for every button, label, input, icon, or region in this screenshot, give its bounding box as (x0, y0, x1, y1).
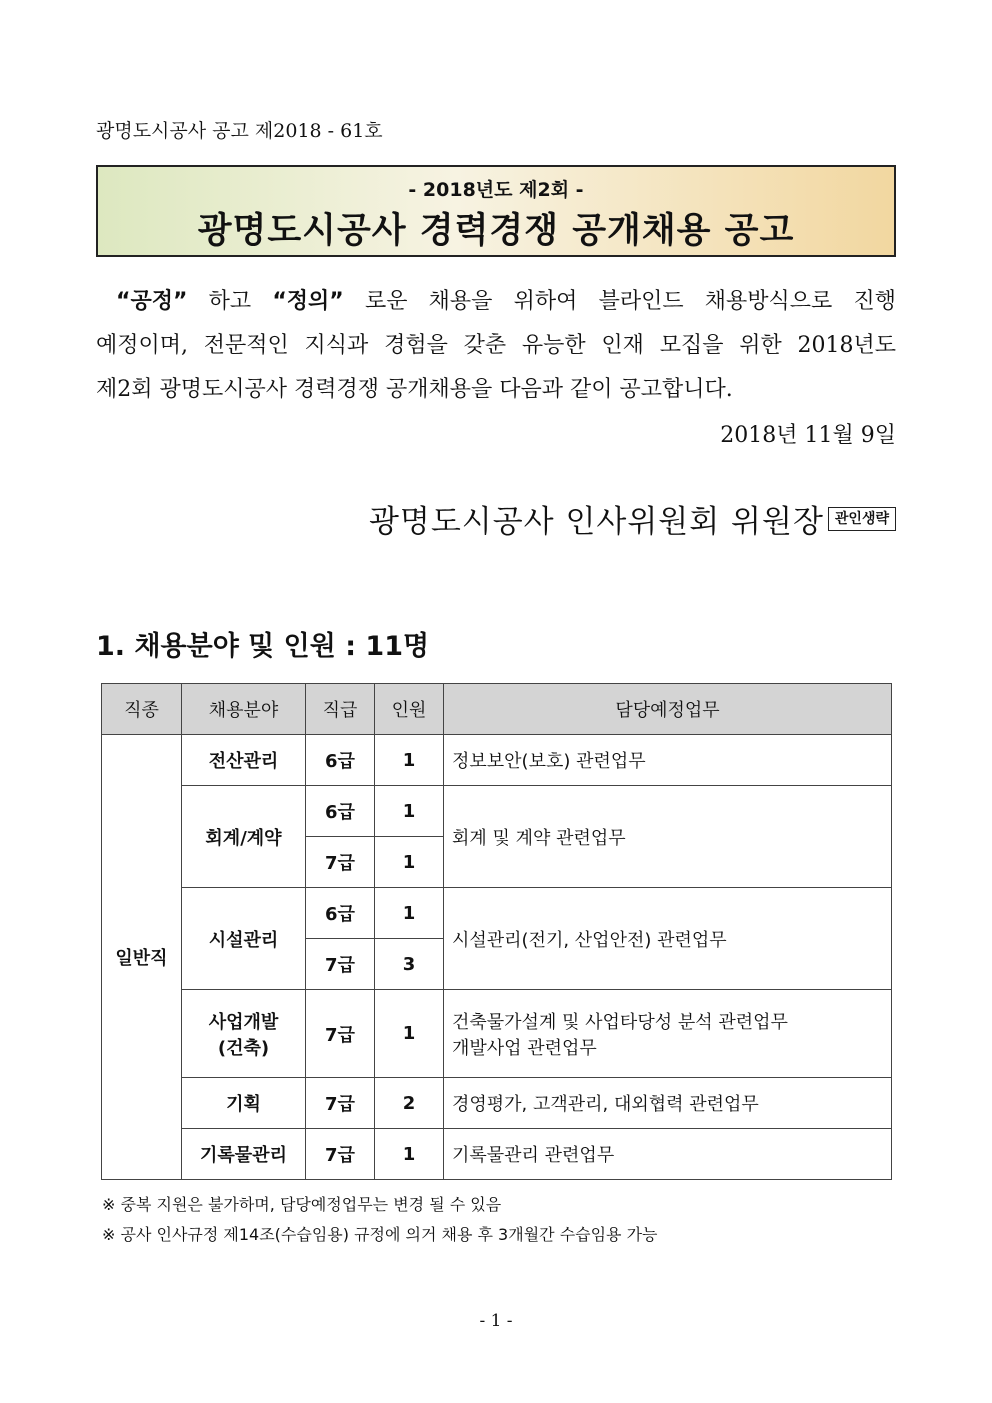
table-row (102, 888, 892, 939)
header-grade: 직급 (306, 684, 375, 735)
note-item: ※ 중복 지원은 불가하며, 담당예정업무는 변경 될 수 있음 (102, 1195, 502, 1214)
page-number: - 1 - (479, 1311, 513, 1331)
count-cell: 1 (375, 888, 444, 939)
seal-omitted-badge: 관인생략 (828, 507, 896, 531)
grade-cell: 6급 (306, 888, 375, 939)
header-field: 채용분야 (182, 684, 306, 735)
count-cell: 1 (375, 837, 444, 888)
count-cell: 1 (375, 990, 444, 1078)
count-cell: 3 (375, 939, 444, 990)
header-duty: 담당예정업무 (444, 684, 892, 735)
duty-cell: 시설관리(전기, 산업안전) 관련업무 (444, 888, 892, 990)
grade-cell: 7급 (306, 837, 375, 888)
field-cell: 회계/계약 (182, 786, 306, 888)
signer-name: 광명도시공사 인사위원회 위원장 (368, 504, 824, 540)
job-type-cell: 일반직 (102, 735, 182, 1180)
grade-cell: 6급 (306, 735, 375, 786)
field-line-2: (건축) (217, 1037, 270, 1059)
count-cell: 1 (375, 735, 444, 786)
grade-cell: 6급 (306, 786, 375, 837)
notes (102, 1190, 658, 1250)
field-cell: 기획 (182, 1078, 306, 1129)
notice-number: 광명도시공사 공고 제2018 - 61호 (96, 120, 383, 142)
intro-quote-justice: “정의” (272, 289, 344, 314)
signer (369, 496, 896, 541)
intro-paragraph (96, 280, 896, 412)
header-count: 인원 (375, 684, 444, 735)
intro-line-2: 예정이며, 전문적인 지식과 경험을 갖춘 유능한 인재 모집을 위한 2018년도 (96, 333, 896, 358)
intro-quote-fairness: “공정” (116, 289, 188, 314)
field-line-1: 사업개발 (208, 1011, 279, 1033)
table-row (102, 990, 892, 1078)
header-job-type: 직종 (102, 684, 182, 735)
title-box (96, 165, 896, 257)
duty-cell: 기록물관리 관련업무 (444, 1129, 892, 1180)
notice-date: 2018년 11월 9일 (720, 423, 896, 448)
table-row (102, 786, 892, 837)
duty-cell: 정보보안(보호) 관련업무 (444, 735, 892, 786)
field-cell: 기록물관리 (182, 1129, 306, 1180)
duty-cell: 회계 및 계약 관련업무 (444, 786, 892, 888)
grade-cell: 7급 (306, 1129, 375, 1180)
count-cell: 1 (375, 1129, 444, 1180)
intro-line-3: 제2회 광명도시공사 경력경쟁 공개채용을 다음과 같이 공고합니다. (96, 377, 733, 402)
grade-cell: 7급 (306, 939, 375, 990)
table-row (102, 1078, 892, 1129)
field-cell: 전산관리 (182, 735, 306, 786)
intro-text-1: 하고 (187, 289, 273, 314)
title-main: 광명도시공사 경력경쟁 공개채용 공고 (197, 211, 795, 251)
grade-cell: 7급 (306, 1078, 375, 1129)
section-1-title: 1. 채용분야 및 인원 : 11명 (96, 631, 430, 662)
note-item: ※ 공사 인사규정 제14조(수습임용) 규정에 의거 채용 후 3개월간 수습임용 가능 (102, 1225, 658, 1244)
title-subtitle: - 2018년도 제2회 - (408, 179, 584, 201)
duty-line-1: 건축물가설계 및 사업타당성 분석 관련업무 (452, 1011, 788, 1033)
grade-cell: 7급 (306, 990, 375, 1078)
intro-line-1 (96, 280, 896, 324)
intro-text-2: 로운 채용을 위하여 블라인드 채용방식으로 진행 (343, 289, 896, 314)
table-row (102, 735, 892, 786)
field-cell: 시설관리 (182, 888, 306, 990)
recruitment-table (101, 683, 892, 1180)
duty-cell: 경영평가, 고객관리, 대외협력 관련업무 (444, 1078, 892, 1129)
duty-cell (444, 990, 892, 1078)
table-header-row (102, 684, 892, 735)
count-cell: 2 (375, 1078, 444, 1129)
duty-line-2: 개발사업 관련업무 (452, 1037, 597, 1059)
count-cell: 1 (375, 786, 444, 837)
table-row (102, 1129, 892, 1180)
field-cell (182, 990, 306, 1078)
